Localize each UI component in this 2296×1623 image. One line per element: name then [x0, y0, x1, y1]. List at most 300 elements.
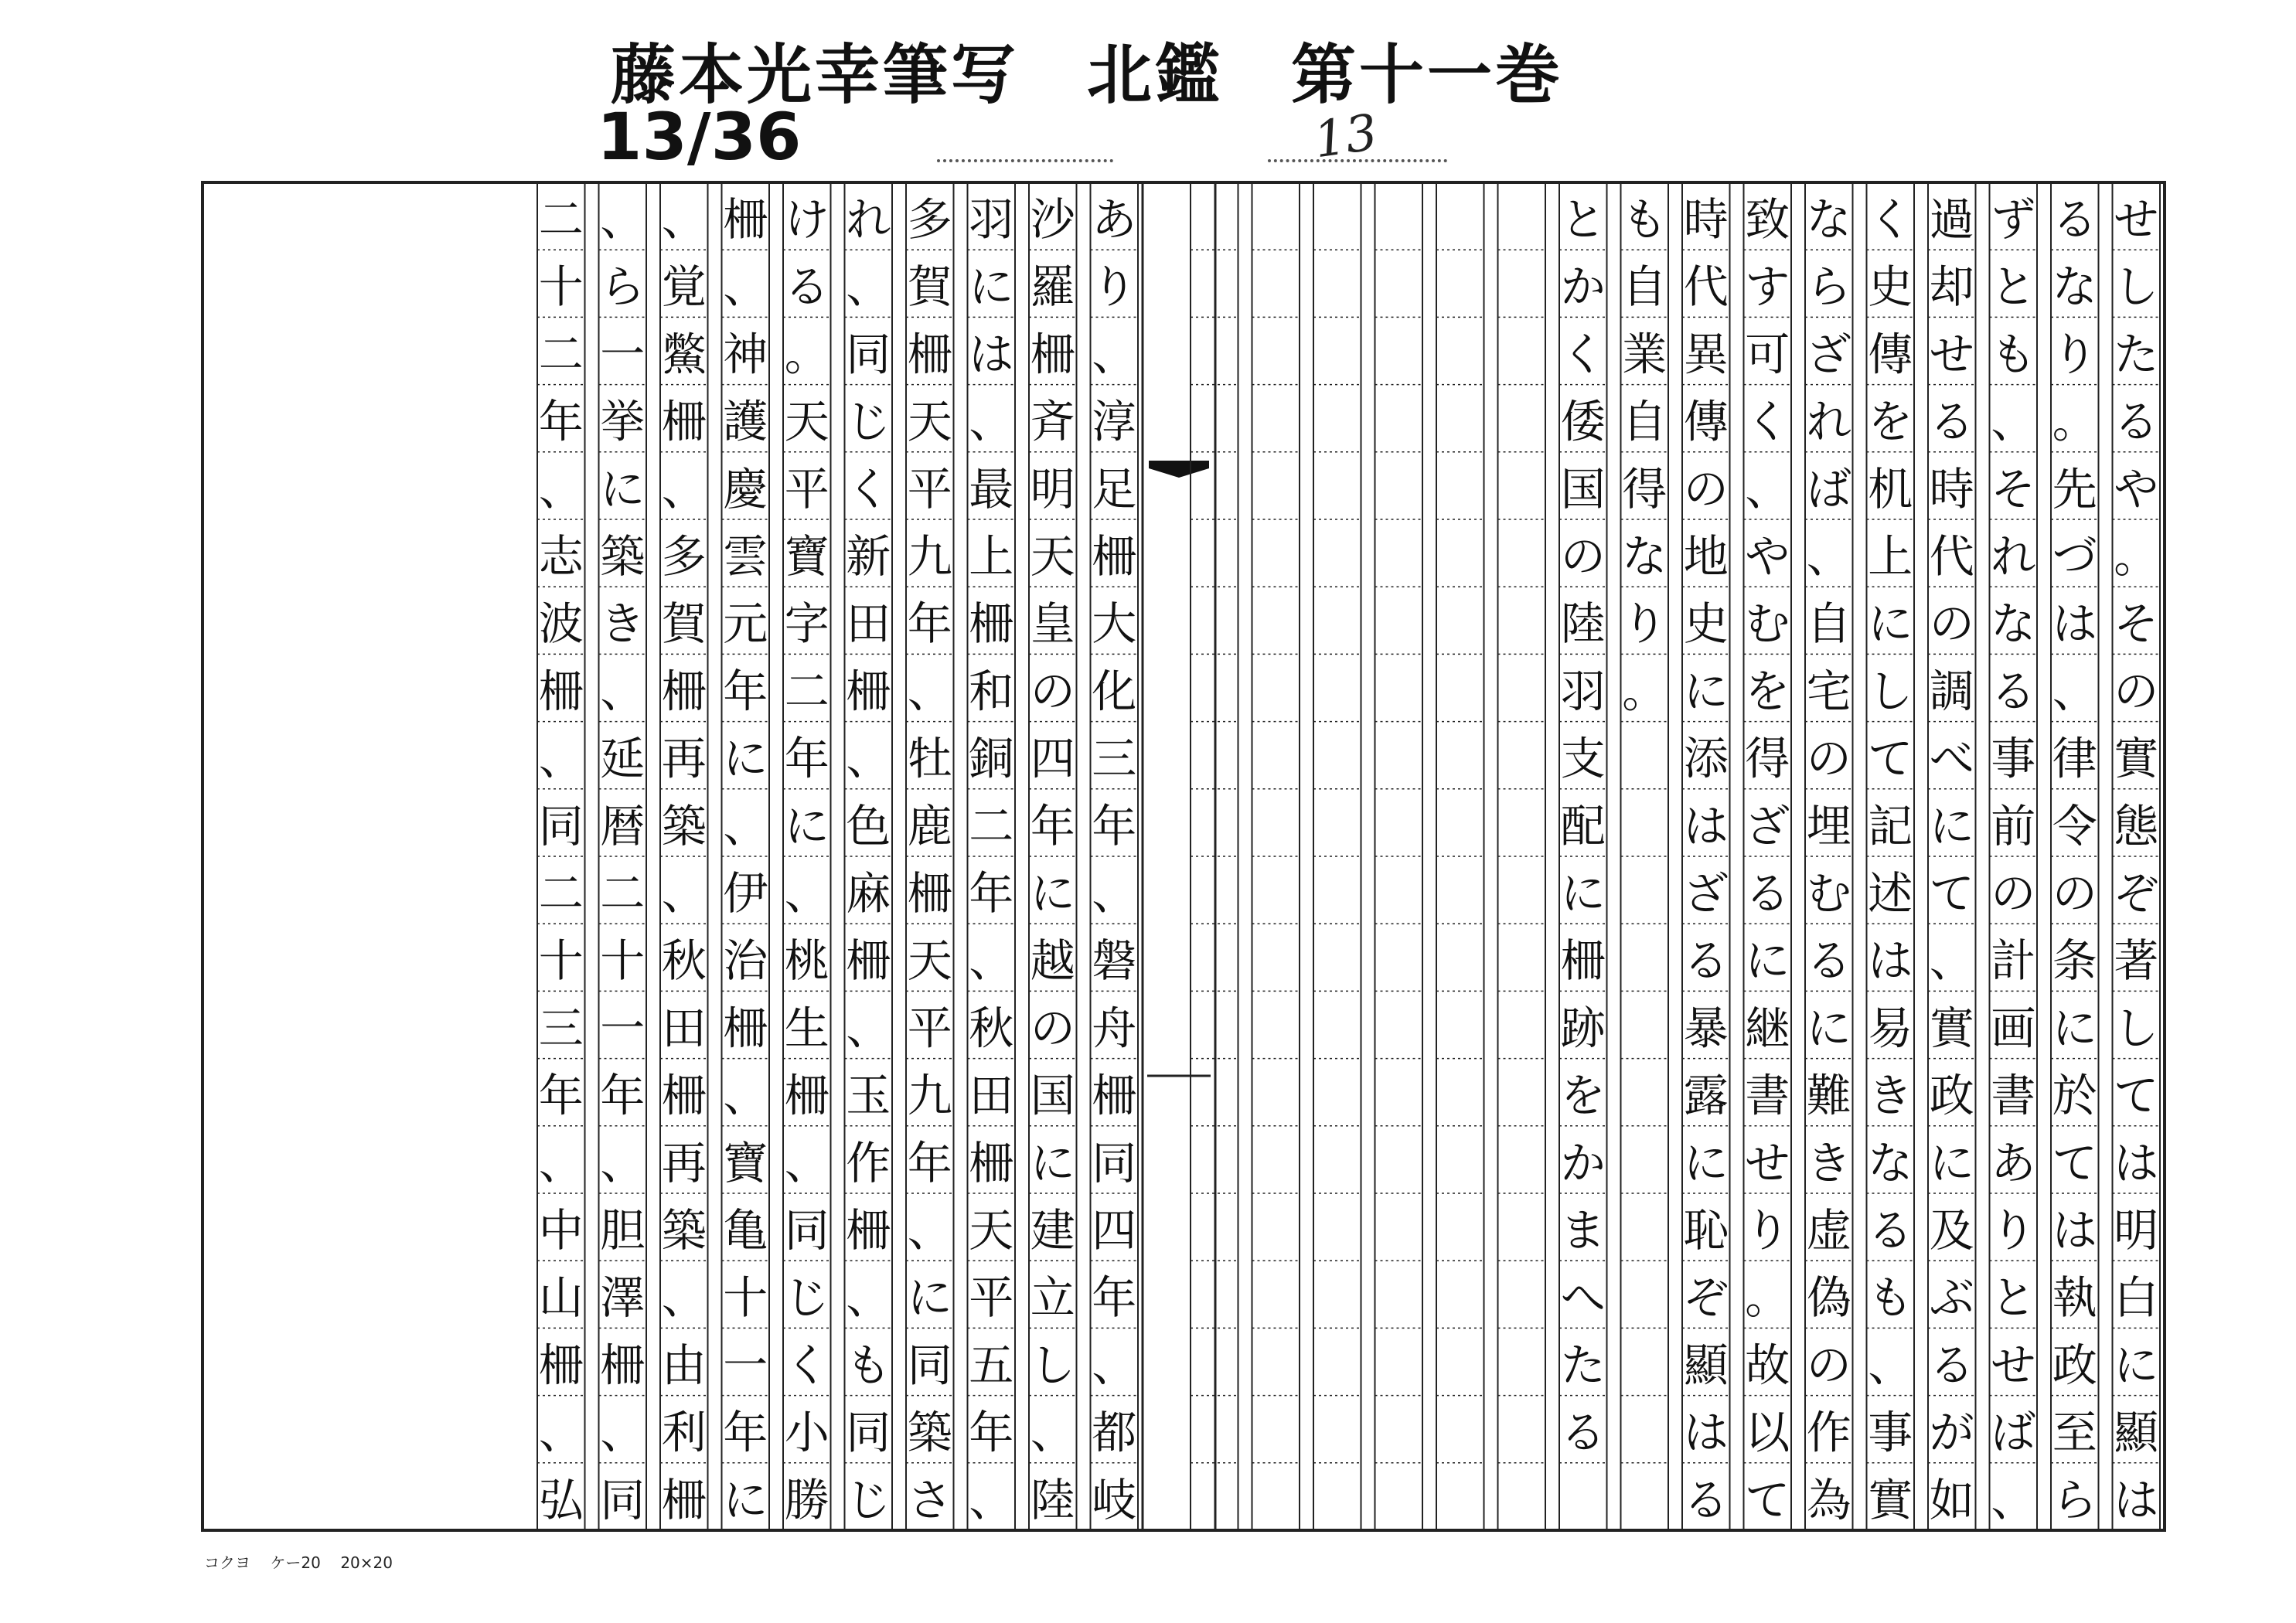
left-text-column-1 — [1092, 193, 1136, 1526]
manuscript-char: 、 — [723, 260, 768, 314]
manuscript-char: 書 — [1991, 1069, 2036, 1122]
manuscript-char: に — [1868, 597, 1913, 651]
manuscript-char: 易 — [1868, 1002, 1913, 1055]
manuscript-char: 、 — [1868, 1339, 1913, 1392]
manuscript-char: 柵 — [1092, 530, 1137, 584]
manuscript-char: 致 — [1745, 193, 1790, 247]
manuscript-char: に — [969, 260, 1014, 314]
manuscript-char: ば — [1991, 1406, 2036, 1459]
manuscript-char: も — [1622, 193, 1667, 247]
manuscript-char: け — [784, 193, 829, 247]
manuscript-char: 二 — [538, 867, 584, 920]
manuscript-char: ば — [1806, 462, 1851, 515]
manuscript-char: 、 — [907, 665, 952, 718]
manuscript-char: 柵 — [661, 1473, 707, 1526]
manuscript-char: 同 — [600, 1473, 646, 1526]
manuscript-char: 、 — [538, 462, 584, 515]
manuscript-char: ぶ — [1929, 1271, 1974, 1325]
manuscript-char: の — [2052, 867, 2097, 920]
manuscript-char: ま — [1560, 1204, 1606, 1257]
manuscript-char: 同 — [846, 328, 891, 381]
manuscript-char: 色 — [846, 799, 891, 852]
manuscript-char: り — [1622, 597, 1667, 651]
manuscript-char: 二 — [784, 665, 829, 718]
manuscript-char: の — [1683, 462, 1729, 515]
manuscript-char: た — [2114, 328, 2159, 381]
manuscript-char: ぞ — [1683, 1271, 1729, 1325]
manuscript-char: 築 — [661, 1204, 707, 1257]
manuscript-char: 、 — [600, 1406, 646, 1459]
manuscript-char: る — [1560, 1406, 1606, 1459]
manuscript-char: 羽 — [969, 193, 1014, 247]
manuscript-char: 桃 — [784, 934, 829, 988]
manuscript-char: 過 — [1929, 193, 1974, 247]
manuscript-char: か — [1560, 1136, 1606, 1189]
manuscript-char: の — [2114, 665, 2159, 718]
manuscript-char: 画 — [1991, 1002, 2036, 1055]
manuscript-char: 事 — [1991, 732, 2036, 785]
manuscript-char: 波 — [538, 597, 584, 651]
manuscript-char: 同 — [1092, 1136, 1137, 1189]
manuscript-char: て — [1929, 867, 1974, 920]
manuscript-char: き — [1806, 1136, 1851, 1189]
manuscript-char: 築 — [600, 530, 646, 584]
manuscript-char: て — [2114, 1069, 2159, 1122]
left-text-column-5 — [846, 193, 891, 1526]
manuscript-char: 暦 — [600, 799, 646, 852]
manuscript-char: 自 — [1806, 597, 1851, 651]
left-text-column-2 — [1030, 193, 1077, 1526]
manuscript-char: 同 — [538, 799, 584, 852]
manuscript-char: に — [723, 732, 768, 785]
manuscript-char: に — [1806, 1002, 1851, 1055]
manuscript-char: 治 — [723, 934, 768, 988]
manuscript-char: 磐 — [1092, 934, 1137, 988]
manuscript-char: 律 — [2052, 732, 2097, 785]
manuscript-char: 再 — [661, 732, 707, 785]
manuscript-char: れ — [1806, 395, 1851, 448]
manuscript-char: 、 — [1030, 1406, 1075, 1459]
manuscript-char: 皇 — [1030, 597, 1075, 651]
manuscript-char: は — [1683, 799, 1729, 852]
manuscript-char: 得 — [1622, 462, 1667, 515]
manuscript-char: ざ — [1806, 328, 1851, 381]
manuscript-char: 、 — [846, 260, 891, 314]
manuscript-char: へ — [1560, 1271, 1606, 1325]
left-text-column-6 — [785, 193, 831, 1526]
paper-brand: コクヨ — [204, 1553, 250, 1572]
manuscript-char: の — [1560, 530, 1606, 584]
manuscript-char: あ — [1991, 1136, 2036, 1189]
manuscript-char: 柵 — [1030, 328, 1075, 381]
manuscript-char: 利 — [661, 1406, 707, 1459]
paper-footer — [204, 1550, 393, 1573]
manuscript-char: 露 — [1683, 1069, 1729, 1122]
manuscript-char: 二 — [969, 799, 1014, 852]
manuscript-char: に — [1030, 867, 1075, 920]
right-text-column-2 — [2052, 193, 2097, 1526]
manuscript-char: は — [2114, 1473, 2159, 1526]
manuscript-char: 伊 — [723, 867, 768, 920]
manuscript-char: 一 — [600, 328, 646, 381]
page-counter: 13/36 — [597, 99, 802, 175]
manuscript-char: く — [1745, 395, 1790, 448]
manuscript-char: 上 — [969, 530, 1014, 584]
manuscript-char: 年 — [723, 1406, 768, 1459]
manuscript-char: を — [1868, 395, 1913, 448]
manuscript-char: は — [1683, 1406, 1729, 1459]
manuscript-char: 調 — [1929, 665, 1974, 718]
manuscript-char: く — [846, 462, 891, 515]
manuscript-char: ら — [2052, 1473, 2097, 1526]
manuscript-char: に — [1683, 1136, 1729, 1189]
manuscript-char: 寶 — [723, 1136, 768, 1189]
manuscript-char: 国 — [1030, 1069, 1075, 1122]
manuscript-char: に — [723, 1473, 768, 1526]
manuscript-char: 平 — [907, 462, 952, 515]
manuscript-char: を — [1560, 1069, 1606, 1122]
manuscript-char: き — [1868, 1069, 1913, 1122]
manuscript-char: な — [1622, 530, 1667, 584]
manuscript-char: 、 — [1929, 934, 1974, 988]
manuscript-char: る — [1929, 395, 1974, 448]
manuscript-char: 、 — [2052, 665, 2097, 718]
manuscript-char: 陸 — [1560, 597, 1606, 651]
manuscript-char: 、 — [1991, 1473, 2036, 1526]
manuscript-char: に — [2052, 1002, 2097, 1055]
manuscript-char: 顯 — [1683, 1339, 1729, 1392]
manuscript-char: と — [1991, 260, 2036, 314]
manuscript-char: 山 — [538, 1271, 584, 1325]
manuscript-char: 為 — [1806, 1473, 1851, 1526]
manuscript-char: 年 — [1030, 799, 1075, 852]
manuscript-char: 、 — [846, 732, 891, 785]
right-text-column-6 — [1807, 193, 1851, 1526]
paper-model: ケー20 — [270, 1553, 321, 1572]
manuscript-char: 執 — [2052, 1271, 2097, 1325]
manuscript-char: 得 — [1745, 732, 1790, 785]
manuscript-char: 事 — [1868, 1406, 1913, 1459]
manuscript-char: 羅 — [1030, 260, 1075, 314]
manuscript-char: 自 — [1622, 260, 1667, 314]
manuscript-char: の — [1030, 665, 1075, 718]
manuscript-char: に — [1683, 665, 1729, 718]
manuscript-char: 柵 — [784, 1069, 829, 1122]
manuscript-char: 斉 — [1030, 395, 1075, 448]
manuscript-char: 、 — [1806, 530, 1851, 584]
manuscript-char: 地 — [1683, 530, 1729, 584]
manuscript-char: な — [2052, 260, 2097, 314]
manuscript-char: 天 — [784, 395, 829, 448]
manuscript-char: に — [600, 462, 646, 515]
manuscript-char: 国 — [1560, 462, 1606, 515]
manuscript-char: る — [2052, 193, 2097, 247]
manuscript-char: 、 — [723, 1069, 768, 1122]
manuscript-char: 秋 — [661, 934, 707, 988]
manuscript-char: 、 — [661, 1271, 707, 1325]
manuscript-char: 實 — [1929, 1002, 1974, 1055]
manuscript-char: 銅 — [969, 732, 1014, 785]
manuscript-char: 賀 — [661, 597, 707, 651]
manuscript-char: 宅 — [1806, 665, 1851, 718]
manuscript-char: 、 — [907, 1204, 952, 1257]
manuscript-char: 同 — [846, 1406, 891, 1459]
left-text-column-7 — [723, 193, 769, 1526]
manuscript-char: 上 — [1868, 530, 1913, 584]
manuscript-char: 天 — [907, 395, 952, 448]
manuscript-char: 年 — [600, 1069, 646, 1122]
manuscript-char: 一 — [600, 1002, 646, 1055]
manuscript-char: 代 — [1683, 260, 1729, 314]
left-text-column-3 — [969, 193, 1013, 1526]
manuscript-char: 年 — [907, 1136, 952, 1189]
manuscript-char: 沙 — [1030, 193, 1075, 247]
manuscript-char: 、 — [969, 395, 1014, 448]
manuscript-char: な — [1868, 1136, 1913, 1189]
manuscript-char: の — [1929, 597, 1974, 651]
manuscript-char: し — [2114, 1002, 2159, 1055]
manuscript-char: に — [1929, 1136, 1974, 1189]
manuscript-char: 一 — [723, 1339, 768, 1392]
manuscript-char: 十 — [538, 260, 584, 314]
manuscript-char: る — [1929, 1339, 1974, 1392]
manuscript-char: に — [1929, 799, 1974, 852]
manuscript-char: 、 — [784, 867, 829, 920]
manuscript-char: 玉 — [846, 1069, 891, 1122]
manuscript-char: 年 — [723, 665, 768, 718]
manuscript-char: が — [1929, 1406, 1974, 1459]
manuscript-char: 十 — [600, 934, 646, 988]
manuscript-char: 机 — [1868, 462, 1913, 515]
manuscript-char: も — [1868, 1271, 1913, 1325]
manuscript-char: の — [1806, 732, 1851, 785]
manuscript-char: 却 — [1929, 260, 1974, 314]
manuscript-char: 築 — [661, 799, 707, 852]
manuscript-char: 年 — [538, 1069, 584, 1122]
page-title: 藤本光幸筆写 北鑑 第十一巻 — [611, 37, 1564, 113]
manuscript-char: の — [1991, 867, 2036, 920]
manuscript-char: 先 — [2052, 462, 2097, 515]
manuscript-char: 作 — [1806, 1406, 1851, 1459]
manuscript-char: 至 — [2052, 1406, 2097, 1459]
manuscript-char: 慶 — [723, 462, 768, 515]
left-text-column-8 — [662, 193, 710, 1526]
manuscript-char: り — [1092, 260, 1137, 314]
manuscript-char: 築 — [907, 1406, 952, 1459]
manuscript-char: 時 — [1683, 193, 1729, 247]
manuscript-char: 難 — [1806, 1069, 1851, 1122]
manuscript-char: 再 — [661, 1136, 707, 1189]
manuscript-char: 田 — [969, 1069, 1014, 1122]
manuscript-char: や — [1745, 530, 1790, 584]
manuscript-char: 前 — [1991, 799, 2036, 852]
manuscript-char: 柵 — [969, 597, 1014, 651]
manuscript-char: れ — [1991, 530, 2036, 584]
manuscript-char: 和 — [969, 665, 1014, 718]
manuscript-char: に — [1030, 1136, 1075, 1189]
manuscript-char: 實 — [2114, 732, 2159, 785]
manuscript-char: 淳 — [1092, 395, 1137, 448]
manuscript-char: 字 — [784, 597, 829, 651]
manuscript-char: 書 — [1745, 1069, 1790, 1122]
manuscript-char: 年 — [969, 1406, 1014, 1459]
manuscript-char: 年 — [784, 732, 829, 785]
manuscript-char: 柵 — [600, 1339, 646, 1392]
manuscript-char: 牡 — [907, 732, 952, 785]
manuscript-char: 、 — [784, 1136, 829, 1189]
manuscript-char: て — [1868, 732, 1913, 785]
manuscript-char: る — [1683, 934, 1729, 988]
manuscript-char: ら — [600, 260, 646, 314]
manuscript-char: 史 — [1868, 260, 1913, 314]
manuscript-char: 年 — [907, 597, 952, 651]
manuscript-char: べ — [1929, 732, 1974, 785]
manuscript-char: 多 — [907, 193, 952, 247]
manuscript-char: じ — [784, 1271, 829, 1325]
manuscript-char: 四 — [1030, 732, 1075, 785]
manuscript-char: 異 — [1683, 328, 1729, 381]
manuscript-char: る — [1806, 934, 1851, 988]
manuscript-char: 柵 — [723, 1002, 768, 1055]
manuscript-char: し — [1030, 1339, 1075, 1392]
manuscript-char: 雲 — [723, 530, 768, 584]
manuscript-char: て — [1745, 1473, 1790, 1526]
manuscript-char: 如 — [1929, 1473, 1974, 1526]
right-text-column-1 — [2114, 193, 2160, 1526]
manuscript-char: 弘 — [538, 1473, 584, 1526]
manuscript-char: 恥 — [1683, 1204, 1729, 1257]
manuscript-char: 故 — [1745, 1339, 1790, 1392]
manuscript-char: 寶 — [784, 530, 829, 584]
manuscript-char: 業 — [1622, 328, 1667, 381]
manuscript-char: 。 — [2052, 395, 2097, 448]
manuscript-char: し — [1868, 665, 1913, 718]
manuscript-char: 年 — [1092, 799, 1137, 852]
right-text-column-8 — [1684, 193, 1731, 1526]
manuscript-text — [539, 193, 2161, 1526]
manuscript-char: 三 — [1092, 732, 1137, 785]
manuscript-char: 、 — [969, 934, 1014, 988]
right-text-column-10 — [1561, 193, 1606, 1459]
manuscript-char: 田 — [661, 1002, 707, 1055]
manuscript-char: 年 — [1092, 1271, 1137, 1325]
manuscript-char: る — [1745, 867, 1790, 920]
manuscript-char: づ — [2052, 530, 2097, 584]
manuscript-char: に — [2114, 1339, 2159, 1392]
manuscript-char: 羽 — [1560, 665, 1606, 718]
manuscript-char: 田 — [846, 597, 891, 651]
manuscript-char: 生 — [784, 1002, 829, 1055]
manuscript-char: 埋 — [1806, 799, 1851, 852]
manuscript-char: 護 — [723, 395, 768, 448]
manuscript-char: 、 — [969, 1473, 1014, 1526]
manuscript-char: 十 — [723, 1271, 768, 1325]
manuscript-char: り — [1745, 1204, 1790, 1257]
manuscript-char: せ — [1929, 328, 1974, 381]
manuscript-char: 明 — [1030, 462, 1075, 515]
manuscript-char: 明 — [2114, 1204, 2159, 1257]
manuscript-char: 多 — [661, 530, 707, 584]
center-fishtail-mark — [1149, 461, 1209, 478]
manuscript-char: 鱉 — [661, 328, 707, 381]
manuscript-char: 及 — [1929, 1204, 1974, 1257]
manuscript-char: り — [2052, 328, 2097, 381]
manuscript-char: 勝 — [784, 1473, 829, 1526]
manuscript-char: ざ — [1745, 799, 1790, 852]
right-text-column-3 — [1991, 193, 2035, 1526]
manuscript-char: 岐 — [1092, 1473, 1137, 1526]
manuscript-char: 平 — [784, 462, 829, 515]
manuscript-char: も — [846, 1339, 891, 1392]
manuscript-char: 時 — [1929, 462, 1974, 515]
manuscript-char: る — [1991, 665, 2036, 718]
manuscript-char: 越 — [1030, 934, 1075, 988]
manuscript-char: 柵 — [538, 1339, 584, 1392]
manuscript-char: 柵 — [723, 193, 768, 247]
manuscript-char: 。 — [1745, 1271, 1790, 1325]
manuscript-char: 作 — [846, 1136, 891, 1189]
manuscript-char: 天 — [969, 1204, 1014, 1257]
manuscript-char: 、 — [1745, 462, 1790, 515]
manuscript-char: 柵 — [538, 665, 584, 718]
manuscript-char: む — [1745, 597, 1790, 651]
manuscript-char: と — [1991, 1271, 2036, 1325]
manuscript-char: 政 — [2052, 1339, 2097, 1392]
manuscript-char: 澤 — [600, 1271, 646, 1325]
manuscript-char: 、 — [538, 732, 584, 785]
manuscript-char: を — [1745, 665, 1790, 718]
manuscript-char: 柵 — [846, 1204, 891, 1257]
manuscript-char: じ — [846, 395, 891, 448]
manuscript-char: 令 — [2052, 799, 2097, 852]
manuscript-char: く — [1560, 328, 1606, 381]
manuscript-char: た — [1560, 1339, 1606, 1392]
manuscript-char: も — [1991, 328, 2036, 381]
manuscript-char: さ — [907, 1473, 952, 1526]
manuscript-char: 、 — [1092, 867, 1137, 920]
manuscript-char: 陸 — [1030, 1473, 1075, 1526]
manuscript-char: 建 — [1030, 1204, 1075, 1257]
manuscript-char: 倭 — [1560, 395, 1606, 448]
manuscript-char: 志 — [538, 530, 584, 584]
manuscript-char: 天 — [1030, 530, 1075, 584]
left-text-column-9 — [600, 193, 645, 1526]
manuscript-char: る — [784, 260, 829, 314]
manuscript-char: 。 — [784, 328, 829, 381]
manuscript-char: 二 — [600, 867, 646, 920]
manuscript-char: に — [1560, 867, 1606, 920]
manuscript-char: 延 — [600, 732, 646, 785]
manuscript-char: 天 — [907, 934, 952, 988]
sheet-border — [203, 182, 2165, 1530]
manuscript-char: 、 — [661, 193, 707, 247]
manuscript-char: 態 — [2114, 799, 2159, 852]
right-text-column-5 — [1868, 193, 1914, 1526]
manuscript-char: 柵 — [1560, 934, 1606, 988]
manuscript-char: 、 — [661, 867, 707, 920]
manuscript-char: あ — [1092, 193, 1137, 247]
manuscript-char: 年 — [969, 867, 1014, 920]
manuscript-char: 平 — [969, 1271, 1014, 1325]
manuscript-char: れ — [846, 193, 891, 247]
manuscript-char: 由 — [661, 1339, 707, 1392]
manuscript-char: に — [1745, 934, 1790, 988]
manuscript-char: 四 — [1092, 1204, 1137, 1257]
manuscript-char: く — [784, 1339, 829, 1392]
manuscript-char: す — [1745, 260, 1790, 314]
manuscript-char: 秋 — [969, 1002, 1014, 1055]
left-text-column-10 — [539, 193, 585, 1526]
